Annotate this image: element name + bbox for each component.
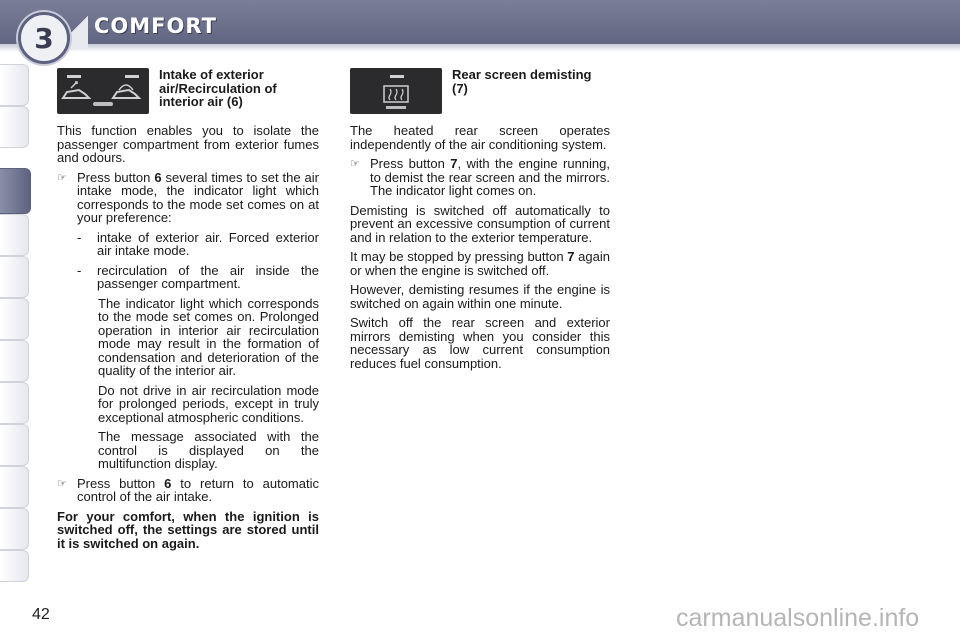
pointing-hand-icon: ☞ <box>57 170 67 184</box>
chapter-tab[interactable] <box>0 550 29 582</box>
section-title: Rear screen demisting (7) <box>452 67 592 96</box>
right-column <box>350 68 610 376</box>
rear-demist-button-photo <box>350 68 442 114</box>
paragraph: However, demisting resumes if the engine is switched on again within one minute. <box>350 282 610 311</box>
chapter-tab-active[interactable] <box>0 168 31 214</box>
page-number: 42 <box>32 606 50 623</box>
note-paragraph: The message associated with the control is displayed on the multifunction display. <box>98 429 319 471</box>
chapter-tab[interactable] <box>0 298 29 340</box>
intro-paragraph: This function enables you to isolate the passenger compartment from exterior fumes and odours. <box>57 123 319 165</box>
paragraph: The heated rear screen operates independently of the air conditioning system. <box>350 123 610 152</box>
chapter-tab[interactable] <box>0 106 29 148</box>
pointing-hand-icon: ☞ <box>57 476 67 490</box>
instruction-bullet: ☞ Press button 6 to return to automatic control of the air intake. <box>57 475 319 504</box>
button-number: 7 <box>567 249 575 264</box>
note-paragraph: Do not drive in air recirculation mode for prolonged periods, except in truly exceptional atmospheric conditions. <box>98 382 319 425</box>
left-column <box>57 68 319 556</box>
closing-note: For your comfort, when the ignition is switched off, the settings are stored until it is switched on again. <box>57 508 319 551</box>
chapter-tab[interactable] <box>0 64 29 106</box>
car-recirculation-icon <box>57 68 149 114</box>
list-item: - recirculation of the air inside the passenger compartment. <box>77 262 319 291</box>
instruction-bullet: ☞ Press button 6 several times to set the air intake mode, the indicator light which corresponds to the mode set comes on at your preference: <box>57 169 319 225</box>
button-number: 7 <box>450 156 458 171</box>
watermark[interactable]: carmanualsonline.info <box>676 604 920 632</box>
pointing-hand-icon: ☞ <box>350 157 360 170</box>
chapter-tab[interactable] <box>0 382 29 424</box>
button-number: 6 <box>154 169 162 185</box>
header-stripe <box>0 44 960 52</box>
chapter-tab[interactable] <box>0 256 29 298</box>
section-title: Intake of exterior air/Recirculation of interior air (6) <box>159 67 277 109</box>
recirculation-button-photo <box>57 68 149 114</box>
instruction-bullet: ☞ Press button 7, with the engine running, to demist the rear screen and the mirrors. The indicator light comes on. <box>350 156 610 198</box>
paragraph: It may be stopped by pressing button 7 again or when the engine is switched off. <box>350 249 610 278</box>
chapter-title: COMFORT <box>94 14 217 38</box>
rear-screen-heating-icon <box>350 68 442 114</box>
section-heading-recirculation <box>57 68 319 114</box>
chapter-tab[interactable] <box>0 424 29 466</box>
chapter-tabs <box>0 64 32 584</box>
button-number: 6 <box>164 475 172 491</box>
paragraph: Switch off the rear screen and exterior mirrors demisting when you consider this necessary as low current consumption reduces fuel consumption. <box>350 315 610 371</box>
chapter-tab[interactable] <box>0 508 29 550</box>
list-item: - intake of exterior air. Forced exterior air intake mode. <box>77 229 319 258</box>
section-heading-rear-demist <box>350 68 610 114</box>
chapter-tab[interactable] <box>0 466 29 508</box>
note-paragraph: The indicator light which corresponds to the mode set comes on. Prolonged operation in interior air recirculation mode may result in the formation of condensation and deterioration of the quality of the interior air. <box>98 295 319 378</box>
chapter-tab[interactable] <box>0 214 29 256</box>
paragraph: Demisting is switched off automatically to prevent an excessive consumption of current and in relation to the exterior temperature. <box>350 202 610 245</box>
chapter-number-badge: 3 <box>18 12 70 64</box>
chapter-tab[interactable] <box>0 340 29 382</box>
